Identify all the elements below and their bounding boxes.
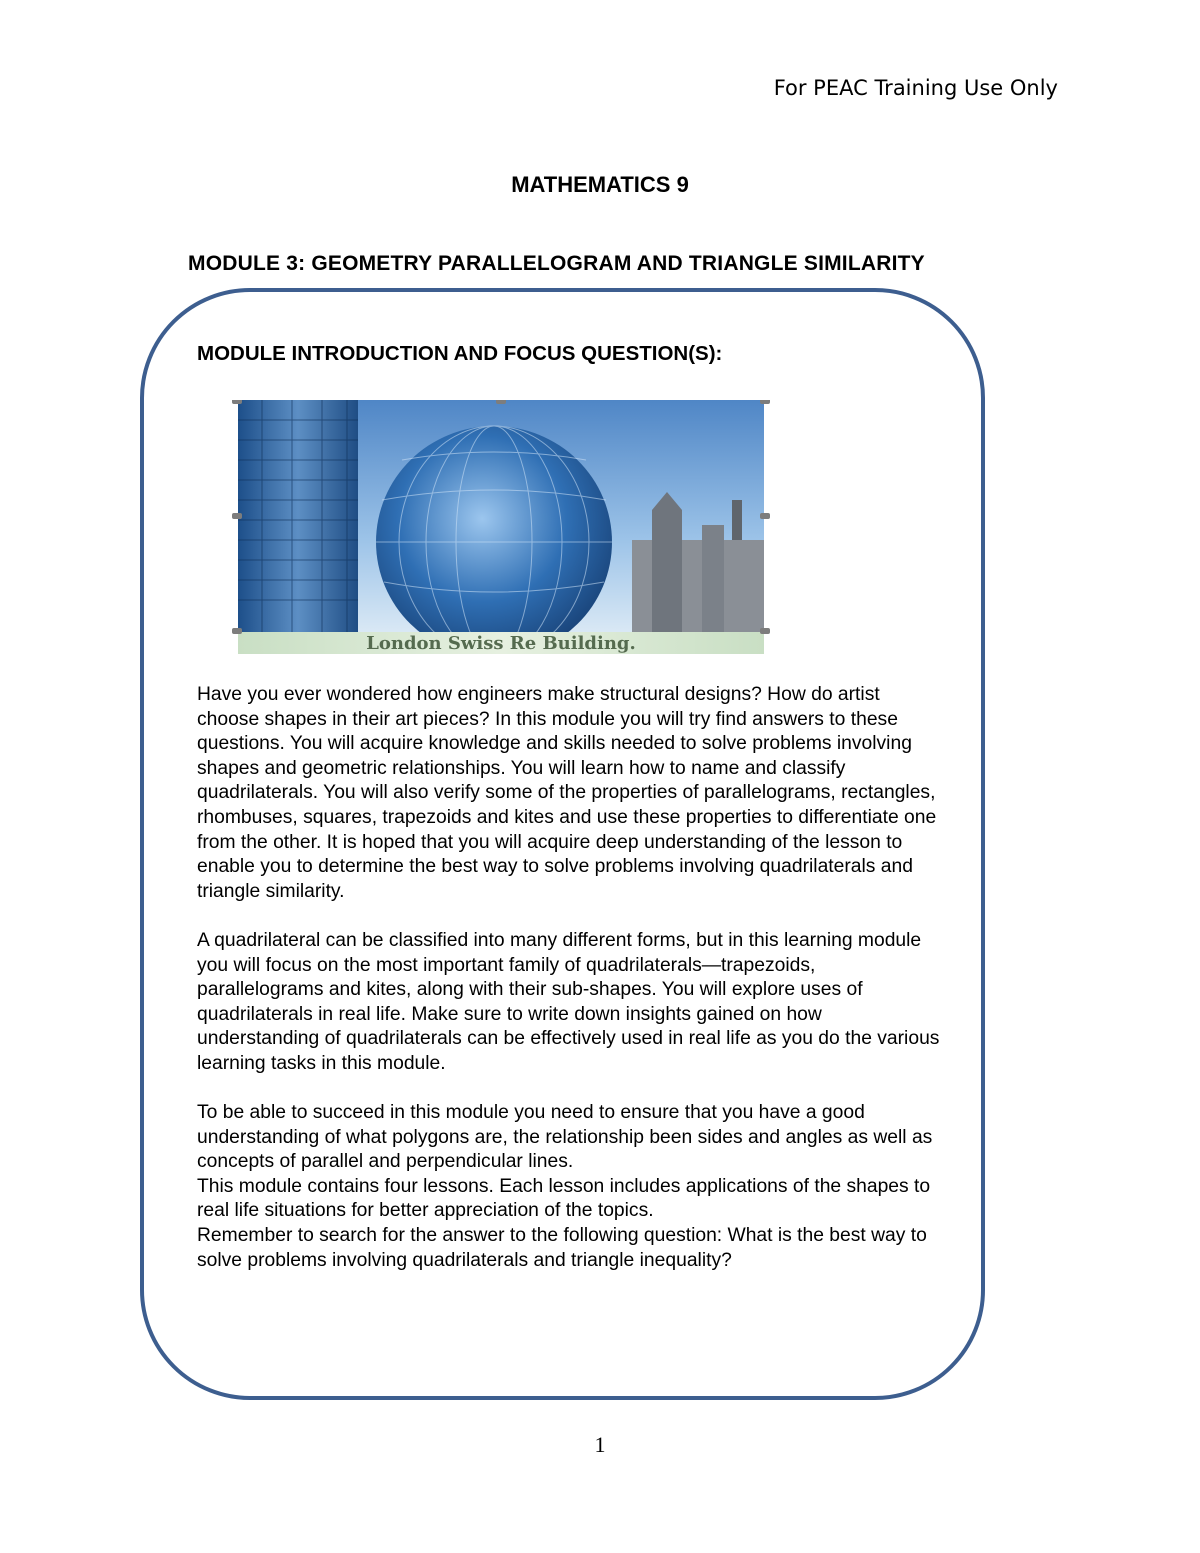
paragraph: This module contains four lessons. Each lesson includes applications of the shapes to real life situations for better appreciation of the topics. — [197, 1175, 931, 1222]
header-note: For PEAC Training Use Only — [773, 76, 1058, 100]
paragraph: Remember to search for the answer to the following question: What is the best way to solve problems involving quadrilaterals and triangle inequality? — [197, 1225, 927, 1271]
photo-caption: London Swiss Re Building. — [366, 633, 636, 654]
paragraph: Have you ever wondered how engineers make structural designs? How do artist choose shapes in their art pieces? In this module you will try find answers to these questions. You will acquire knowledge and skills needed to solve problems involving shapes and geometric relationships. You will learn how to name and classify quadrilaterals. You will also verify some of the properties of parallelograms, rectangles, rhombuses, squares, trapezoids and kites and use these properties to differentiate one from the other. It is hoped that you will acquire deep understanding of the lesson to enable you to determine the best way to solve problems involving quadrilaterals and triangle similarity. — [197, 684, 937, 902]
intro-heading: MODULE INTRODUCTION AND FOCUS QUESTION(S): — [197, 342, 723, 365]
paragraph: A quadrilateral can be classified into many different forms, but in this learning module you will focus on the most important family of quadrilaterals—trapezoids, parallelograms and kites, along with their sub-shapes. You will explore uses of quadrilaterals in real life. Make sure to write down insights gained on how understanding of quadrilaterals can be effectively used in real life as you do the various learning tasks in this module. — [197, 929, 940, 1074]
page-number: 1 — [594, 1432, 606, 1457]
building-photo — [232, 400, 770, 654]
document-title: MATHEMATICS 9 — [511, 172, 689, 197]
module-title: MODULE 3: GEOMETRY PARALLELOGRAM AND TRIANGLE SIMILARITY — [188, 252, 925, 275]
module-introduction-text — [197, 683, 947, 1273]
paragraph: To be able to succeed in this module you need to ensure that you have a good understanding of what polygons are, the relationship been sides and angles as well as concepts of parallel and perpendicular lines. — [197, 1102, 933, 1173]
